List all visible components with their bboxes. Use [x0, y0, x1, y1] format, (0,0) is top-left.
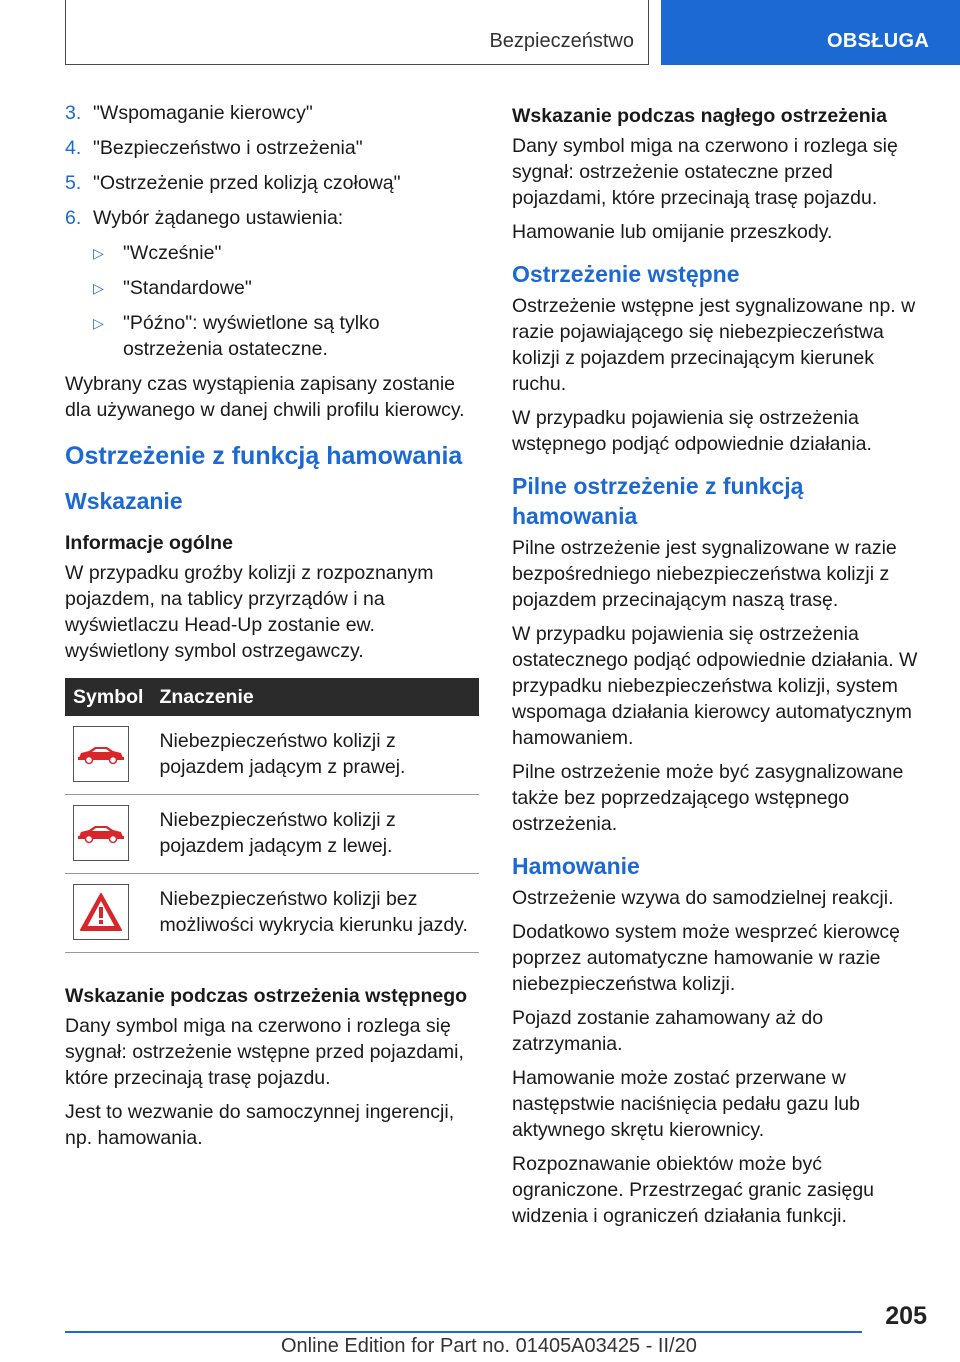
meaning-text: Niebezpieczeństwo kolizji z pojazdem jadącym z lewej. [151, 795, 479, 874]
meaning-text: Niebezpieczeństwo kolizji z pojazdem jadącym z prawej. [151, 716, 479, 795]
heading-display: Wskazanie [65, 488, 183, 514]
step-item [65, 205, 479, 231]
footer-divider [65, 1331, 862, 1333]
heading-brake-warning: Ostrzeżenie z funkcją hamowania [65, 442, 463, 470]
paragraph: Rozpoznawanie obiektów może być ograniczone. Przestrzegać granic zasięgu widzenia i ograniczeń działania funkcji. [512, 1153, 875, 1227]
paragraph: Jest to wezwanie do samoczynnej ingerencji, np. hamowania. [65, 1101, 455, 1149]
heading-general: Informacje ogólne [65, 532, 233, 554]
table-row [65, 795, 479, 874]
page-number: 205 [885, 1302, 927, 1330]
step-item [65, 100, 479, 126]
table-row [65, 716, 479, 795]
paragraph: Pojazd zostanie zahamowany aż do zatrzymania. [512, 1007, 824, 1055]
paragraph: Ostrzeżenie wzywa do samodzielnej reakcji. [512, 887, 894, 909]
step-text: "Ostrzeżenie przed kolizją czołową" [93, 172, 401, 194]
step-number: 3. [65, 102, 82, 124]
paragraph: Dany symbol miga na czerwono i rozlega się sygnał: ostrzeżenie wstępne przed pojazdami, które przecinają trasę pojazdu. [65, 1015, 464, 1089]
chapter-title: OBSŁUGA [827, 30, 930, 52]
right-column [512, 100, 926, 1237]
table-row [65, 874, 479, 953]
step-text: Wybór żądanego ustawienia: [93, 207, 344, 229]
step-text: "Wspomaganie kierowcy" [93, 102, 313, 124]
left-column [65, 100, 479, 1159]
step-text: "Bezpieczeństwo i ostrzeżenia" [93, 137, 363, 159]
car-collision-right-icon [73, 726, 129, 782]
paragraph: Pilne ostrzeżenie może być zasygnalizowane także bez poprzedzającego wstępnego ostrzeżenia. [512, 761, 904, 835]
chapter-tab [661, 0, 960, 65]
paragraph: W przypadku pojawienia się ostrzeżenia ostatecznego podjąć odpowiednie działania. W przypadku niebezpieczeństwa kolizji, system wspomaga działania kierowcy automatycznym hamowaniem. [512, 623, 918, 749]
option-text: "Wcześnie" [123, 242, 222, 264]
warning-triangle-icon [73, 884, 129, 940]
numbered-steps [65, 100, 479, 231]
symbol-table [65, 678, 479, 953]
header-section-box [65, 0, 649, 65]
step-item [65, 170, 479, 196]
step-number: 5. [65, 172, 82, 194]
table-header-symbol: Symbol [65, 678, 151, 716]
step-item [65, 135, 479, 161]
paragraph: W przypadku pojawienia się ostrzeżenia wstępnego podjąć odpowiednie działania. [512, 407, 872, 455]
table-header-meaning: Znaczenie [151, 678, 479, 716]
heading-braking: Hamowanie [512, 853, 640, 879]
section-title: Bezpieczeństwo [489, 30, 634, 52]
paragraph: Dany symbol miga na czerwono i rozlega się sygnał: ostrzeżenie ostateczne przed pojazdami, które przecinają trasę pojazdu. [512, 135, 898, 209]
paragraph: W przypadku groźby kolizji z rozpoznanym pojazdem, na tablicy przyrządów i na wyświetlaczu Head-Up zostanie ew. wyświetlony symbol ostrzegawczy. [65, 562, 434, 662]
meaning-text: Niebezpieczeństwo kolizji bez możliwości wykrycia kierunku jazdy. [151, 874, 479, 953]
option-item [93, 310, 479, 362]
triangle-bullet-icon: ▷ [93, 280, 104, 296]
triangle-bullet-icon: ▷ [93, 315, 104, 331]
paragraph: Hamowanie może zostać przerwane w następstwie naciśnięcia pedału gazu lub aktywnego skrętu kierownicy. [512, 1067, 860, 1141]
triangle-bullet-icon: ▷ [93, 245, 104, 261]
heading-pre-warning: Ostrzeżenie wstępne [512, 261, 740, 287]
step-number: 6. [65, 207, 82, 229]
heading-pre-warning-display: Wskazanie podczas ostrzeżenia wstępnego [65, 985, 468, 1007]
paragraph: Wybrany czas wystąpienia zapisany zostanie dla używanego w danej chwili profilu kierowcy. [65, 373, 465, 421]
step-number: 4. [65, 137, 82, 159]
paragraph: Pilne ostrzeżenie jest sygnalizowane w razie bezpośredniego niebezpieczeństwa kolizji z pojazdem przecinającym naszą trasę. [512, 537, 897, 611]
heading-urgent-warning: Pilne ostrzeżenie z funkcją hamowania [512, 473, 804, 529]
footer-edition: Online Edition for Part no. 01405A03425 - II/20 [281, 1335, 697, 1357]
paragraph: Hamowanie lub omijanie przeszkody. [512, 221, 833, 243]
option-item [93, 240, 479, 266]
paragraph: Ostrzeżenie wstępne jest sygnalizowane np. w razie pojawiającego się niebezpieczeństwa kolizji z pojazdem przecinającym kierunek ruchu. [512, 295, 916, 395]
option-text: "Późno": wyświetlone są tylko ostrzeżenia ostateczne. [123, 312, 380, 360]
heading-sudden-warning: Wskazanie podczas nagłego ostrzeżenia [512, 105, 887, 127]
option-text: "Standardowe" [123, 277, 252, 299]
paragraph: Dodatkowo system może wesprzeć kierowcę poprzez automatyczne hamowanie w razie niebezpieczeństwa kolizji. [512, 921, 900, 995]
option-list [65, 240, 479, 362]
option-item [93, 275, 479, 301]
car-collision-left-icon [73, 805, 129, 861]
